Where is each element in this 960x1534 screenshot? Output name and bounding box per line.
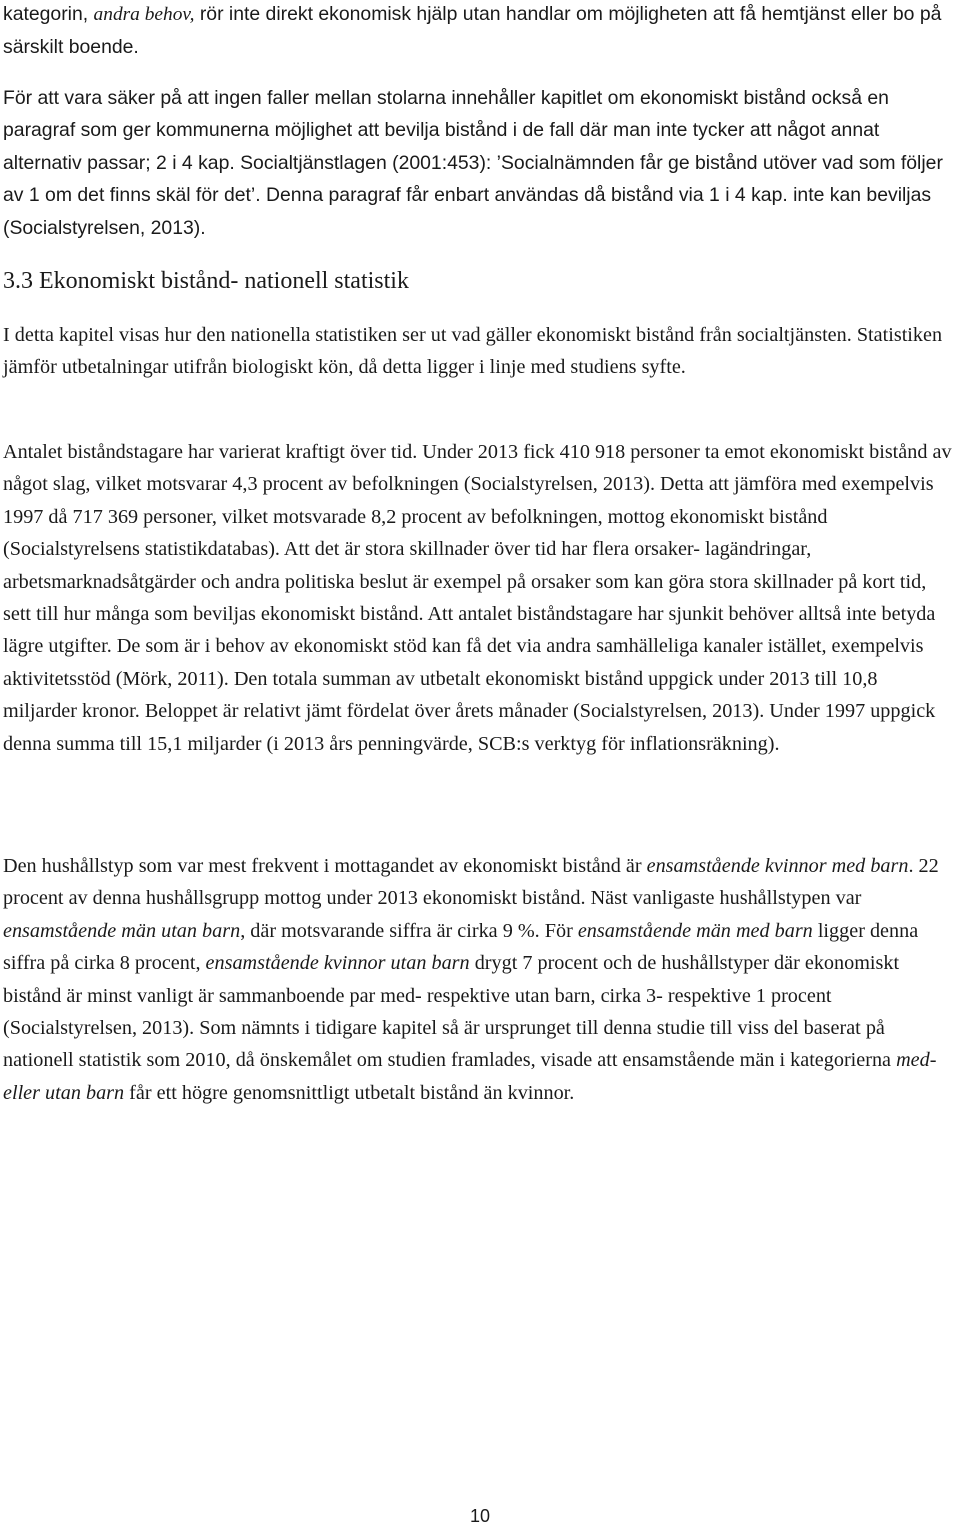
text-segment: i 4 kap. Socialtjänstlagen (2001:453): ’Socialnämnden får ge bistånd utöver vad som följer av 1: [3, 151, 943, 207]
text-segment: i 4 kap. inte kan beviljas (Socialstyrelsen, 2013).: [3, 184, 932, 239]
italic-term: ensamstående män med barn: [577, 919, 813, 942]
italic-term: andra behov,: [93, 4, 195, 25]
paragraph-bistandstagare: [3, 436, 956, 760]
text-segment: drygt 7 procent och de hushållstyper där ekonomiskt bistånd är minst vanligt är sammanboende par med- respektive utan barn, cirka 3- respektive 1 procent (Socialstyrelsen, 2013). Som nämnts i tidigare kapitel så är ursprunget till denna studie till viss del baserat på nationell statistik som 2010, då önskemålet om studien framlades, visade att ensamstående män i kategorierna: [3, 952, 900, 1072]
text-segment: kategorin,: [3, 3, 94, 25]
italic-term: ensamstående män utan barn: [3, 919, 241, 942]
text-segment: I detta kapitel visas hur den nationella statistiken ser ut vad gäller ekonomiskt bistånd från socialtjänsten. Statistiken jämför utbetalningar utifrån biologiskt kön, då detta ligger i linje med studiens syfte.: [3, 324, 943, 379]
paragraph-intro-statistik: [3, 319, 956, 384]
page-number: 10: [469, 1506, 491, 1526]
text-segment: För att vara säker på att ingen faller mellan stolarna innehåller kapitlet om ekonomiskt bistånd också en paragraf som ger kommunerna möjlighet att bevilja bistånd i de fall där man inte tycker att något annat alternativ passar; 2: [3, 87, 889, 174]
paragraph-bistand-paragraf: [3, 82, 956, 244]
italic-term: med- eller utan barn: [3, 1049, 937, 1104]
text-segment: , där motsvarande siffra är cirka 9 %. För: [240, 919, 578, 942]
text-segment: Den hushållstyp som var mest frekvent i mottagandet av ekonomiskt bistånd är: [3, 855, 647, 877]
text-segment: om det finns skäl för det’. Denna paragraf får enbart användas då bistånd via 1: [45, 184, 720, 207]
italic-term: ensamstående kvinnor utan barn: [205, 952, 470, 975]
italic-term: ensamstående kvinnor med barn: [646, 855, 909, 877]
paragraph-hushallstyp: [3, 850, 956, 1109]
section-heading: 3.3 Ekonomiskt bistånd- nationell statistik: [3, 268, 409, 294]
text-segment: . 22 procent av denna hushållsgrupp mottog under 2013 ekonomiskt bistånd. Näst vanligaste hushållstypen var: [3, 855, 939, 910]
text-segment: ligger denna siffra på cirka 8 procent,: [3, 919, 919, 975]
text-segment: Antalet biståndstagare har varierat kraftigt över tid. Under 2013 fick 410 918 personer ta emot ekonomiskt bistånd av något slag, vilket motsvarar 4,3 procent av befolkningen (Socialstyrelsen, 2013). Detta att jämföra med exempelvis 1997 då 717 369 personer, vilket motsvarade 8,2 procent av befolkningen, mottog ekonomiskt bistånd (Socialstyrelsens statistikdatabas). Att det är stora skillnader över tid har flera orsaker- lagändringar, arbetsmarknadsåtgärder och andra politiska beslut är exempel på orsaker som kan göra stora skillnader på kort tid, sett till hur många som beviljas ekonomiskt bistånd. Att antalet biståndstagare har sjunkit behöver alltså inte betyda lägre utgifter. De som är i behov av ekonomiskt stöd kan få det via andra samhälleliga kanaler istället, exempelvis aktivitetsstöd (Mörk, 2011). Den totala summan av utbetalt ekonomiskt bistånd uppgick under 2013 till 10,8 miljarder kronor. Beloppet är relativt jämt fördelat över årets månader (Socialstyrelsen, 2013). Under 1997 uppgick denna summa till 15,1 miljarder (i 2013 års penningvärde, SCB:s verktyg för inflationsräkning).: [3, 441, 952, 755]
intro-paragraph-continued: [3, 0, 956, 64]
text-segment: rör inte direkt ekonomisk hjälp utan handlar om möjligheten att få hemtjänst eller bo på särskilt boende.: [3, 3, 942, 59]
text-segment: får ett högre genomsnittligt utbetalt bistånd än kvinnor.: [124, 1081, 575, 1104]
